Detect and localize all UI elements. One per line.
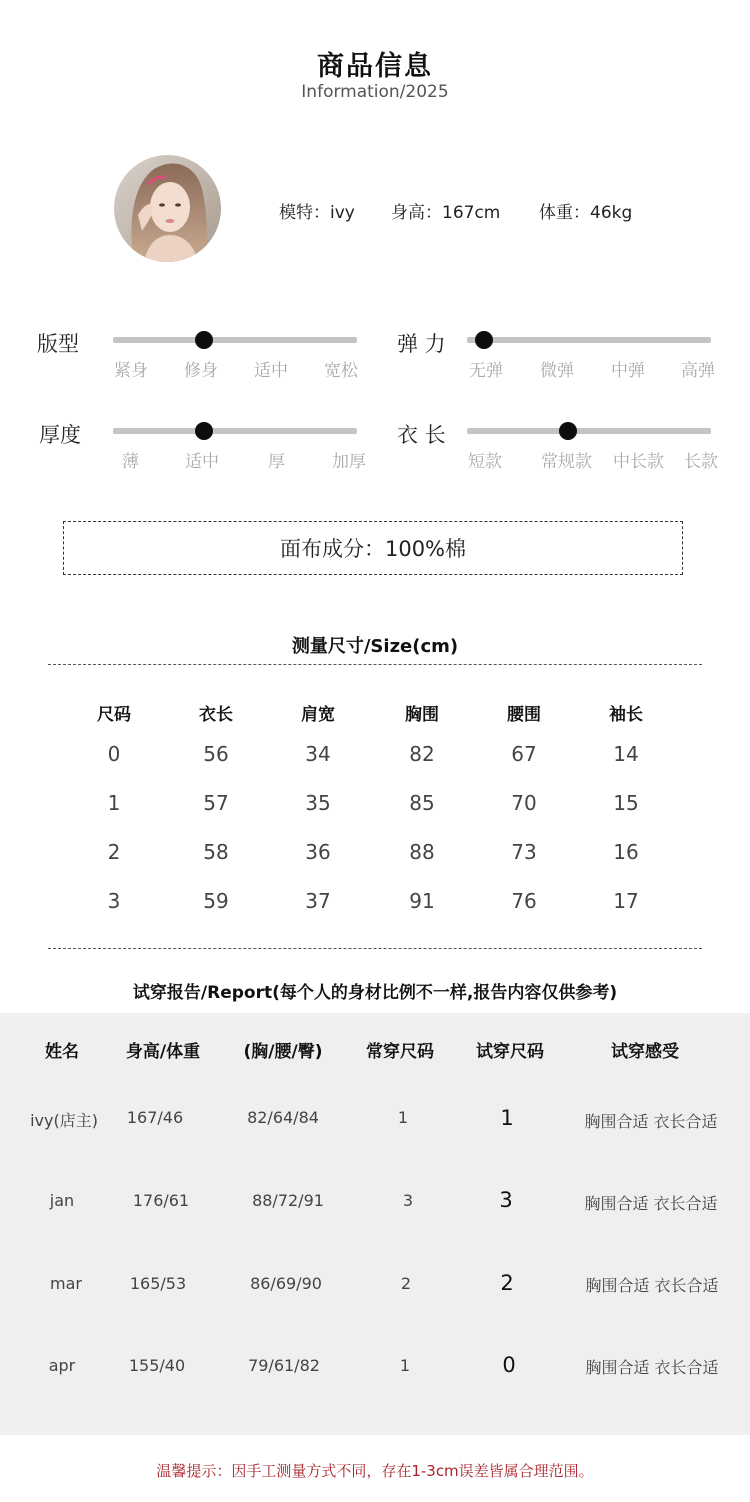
size-cell: 57 <box>203 791 229 815</box>
size-cell: 67 <box>511 742 537 766</box>
elasticity-tick: 无弹 <box>469 361 503 381</box>
elasticity-tick: 高弹 <box>681 361 715 381</box>
report-header: 试穿尺码 <box>476 1042 544 1062</box>
size-header: 胸围 <box>405 705 439 725</box>
elasticity-tick: 中弹 <box>611 361 645 381</box>
report-cell: 167/46 <box>126 1108 184 1127</box>
size-header: 袖长 <box>609 705 643 725</box>
thickness-label: 厚度 <box>39 423 81 447</box>
elasticity-tick: 微弹 <box>540 361 574 381</box>
report-cell: mar <box>50 1274 82 1293</box>
report-title: 试穿报告/Report(每个人的身材比例不一样,报告内容仅供参考) <box>132 983 618 1003</box>
model-name: 模特：ivy <box>279 203 355 223</box>
size-cell: 59 <box>203 889 229 913</box>
length-label: 衣 长 <box>397 423 446 447</box>
report-cell: 胸围合适 衣长合适 <box>584 1112 718 1131</box>
report-cell: 1 <box>500 1106 514 1130</box>
report-cell: 1 <box>397 1108 409 1127</box>
report-cell: jan <box>49 1191 75 1210</box>
size-header: 尺码 <box>97 705 131 725</box>
thickness-tick: 薄 <box>122 452 139 472</box>
thickness-tick: 加厚 <box>332 452 366 472</box>
size-cell: 17 <box>613 889 639 913</box>
report-header: 姓名 <box>45 1042 79 1062</box>
size-header: 腰围 <box>507 705 541 725</box>
report-header: 试穿感受 <box>611 1042 679 1062</box>
fit-tick: 修身 <box>184 361 218 381</box>
size-cell: 2 <box>107 840 121 864</box>
size-cell: 76 <box>511 889 537 913</box>
size-cell: 15 <box>613 791 639 815</box>
fabric-composition: 面布成分：100%棉 <box>63 521 683 575</box>
length-tick: 中长款 <box>613 452 664 472</box>
size-cell: 58 <box>203 840 229 864</box>
report-cell: 82/64/84 <box>247 1108 319 1127</box>
size-cell: 70 <box>511 791 537 815</box>
size-cell: 85 <box>409 791 435 815</box>
length-tick: 长款 <box>684 452 718 472</box>
report-header: 常穿尺码 <box>366 1042 434 1062</box>
thickness-track <box>113 428 357 434</box>
divider <box>48 664 702 665</box>
report-header: 身高/体重 <box>125 1042 201 1062</box>
thickness-tick: 厚 <box>268 452 285 472</box>
length-tick: 短款 <box>468 452 502 472</box>
report-cell: 3 <box>499 1188 513 1212</box>
report-cell: 79/61/82 <box>248 1356 320 1375</box>
size-cell: 73 <box>511 840 537 864</box>
elasticity-knob <box>475 331 493 349</box>
length-tick: 常规款 <box>541 452 592 472</box>
size-cell: 82 <box>409 742 435 766</box>
page-title: 商品信息 <box>317 51 433 82</box>
model-weight: 体重：46kg <box>539 203 633 223</box>
fit-track <box>113 337 357 343</box>
report-cell: apr <box>48 1356 76 1375</box>
length-knob <box>559 422 577 440</box>
size-table-title: 测量尺寸/Size(cm) <box>291 636 459 657</box>
report-cell: 胸围合适 衣长合适 <box>585 1276 719 1295</box>
report-cell: 2 <box>400 1274 412 1293</box>
report-header: (胸/腰/臀) <box>243 1042 323 1062</box>
elasticity-track <box>467 337 711 343</box>
fit-knob <box>195 331 213 349</box>
fit-tick: 适中 <box>254 361 288 381</box>
report-cell: 165/53 <box>129 1274 187 1293</box>
size-cell: 91 <box>409 889 435 913</box>
report-cell: 2 <box>500 1271 514 1295</box>
size-cell: 88 <box>409 840 435 864</box>
report-cell: 3 <box>402 1191 414 1210</box>
page-subtitle: Information/2025 <box>301 82 449 102</box>
fit-label: 版型 <box>37 332 79 356</box>
size-cell: 34 <box>305 742 331 766</box>
report-cell: 1 <box>399 1356 411 1375</box>
report-cell: 176/61 <box>132 1191 190 1210</box>
size-cell: 3 <box>107 889 121 913</box>
report-cell: 胸围合适 衣长合适 <box>584 1194 718 1213</box>
size-cell: 56 <box>203 742 229 766</box>
size-header: 肩宽 <box>301 705 335 725</box>
size-header: 衣长 <box>199 705 233 725</box>
size-cell: 36 <box>305 840 331 864</box>
size-cell: 37 <box>305 889 331 913</box>
report-cell: ivy(店主) <box>30 1111 98 1130</box>
fit-tick: 紧身 <box>114 361 148 381</box>
thickness-tick: 适中 <box>185 452 219 472</box>
model-avatar <box>114 155 221 262</box>
elasticity-label: 弹 力 <box>397 332 446 356</box>
size-cell: 1 <box>107 791 121 815</box>
report-cell: 胸围合适 衣长合适 <box>585 1358 719 1377</box>
measurement-notice: 温馨提示：因手工测量方式不同，存在1-3cm误差皆属合理范围。 <box>156 1462 594 1480</box>
fit-tick: 宽松 <box>324 361 358 381</box>
size-cell: 35 <box>305 791 331 815</box>
size-cell: 14 <box>613 742 639 766</box>
divider <box>48 948 702 949</box>
size-cell: 0 <box>107 742 121 766</box>
thickness-knob <box>195 422 213 440</box>
report-cell: 86/69/90 <box>250 1274 322 1293</box>
model-height: 身高：167cm <box>391 203 501 223</box>
report-cell: 0 <box>502 1353 516 1377</box>
length-track <box>467 428 711 434</box>
report-cell: 155/40 <box>128 1356 186 1375</box>
size-cell: 16 <box>613 840 639 864</box>
report-cell: 88/72/91 <box>252 1191 324 1210</box>
